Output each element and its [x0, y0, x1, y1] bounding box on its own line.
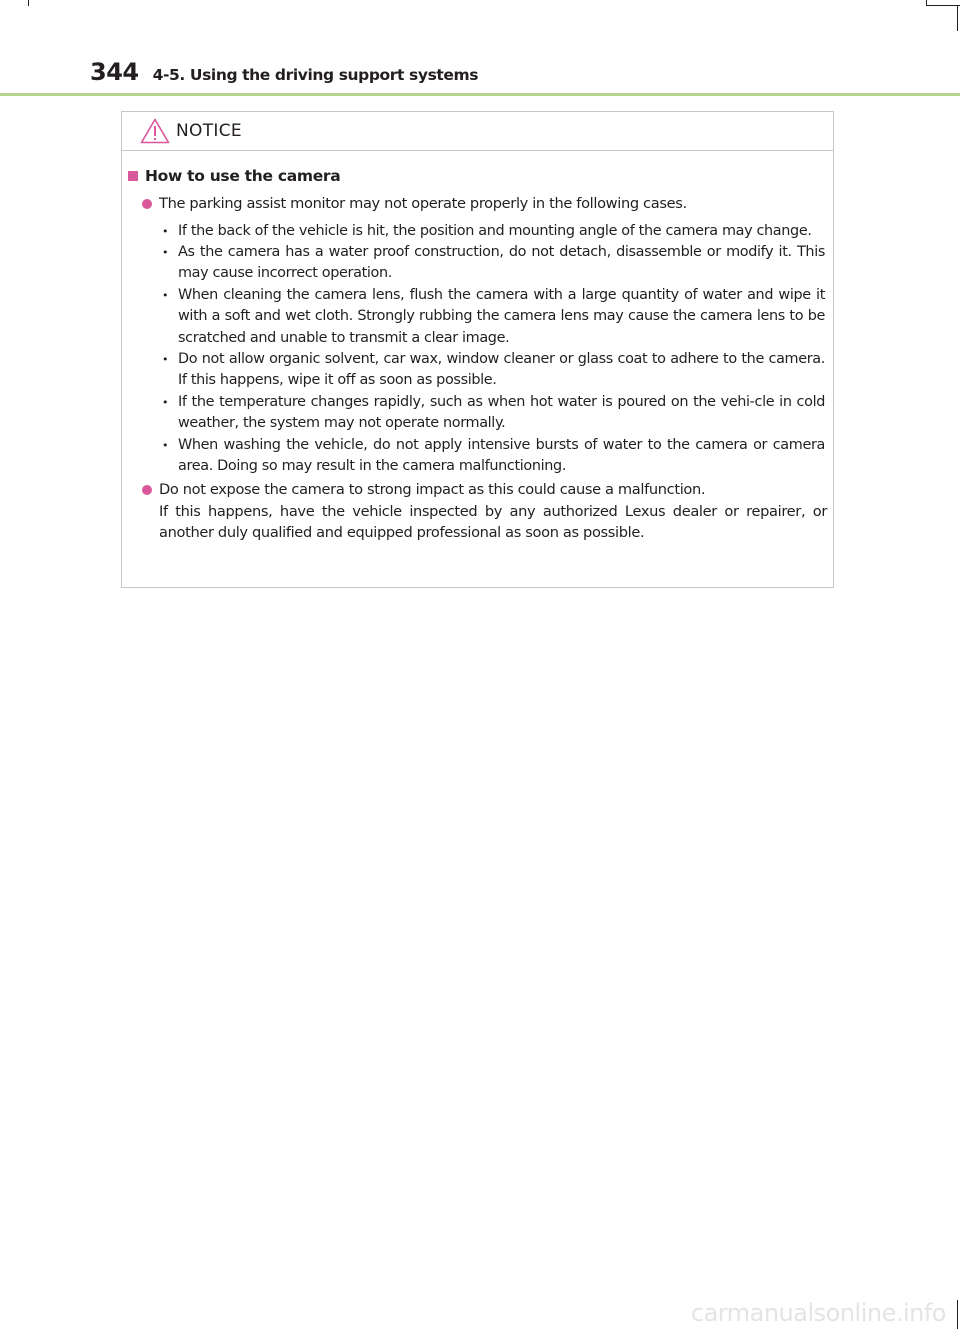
sub-bullet-item: • When cleaning the camera lens, flush the camera with a large quantity of water and wipe it with a soft and wet cloth. Strongly rubbing the camera lens may cause the camera lens to be scratched and unable to transmit a clear image. — [159, 285, 825, 349]
sub-bullet-item: • If the temperature changes rapidly, such as when hot water is poured on the vehi-cle in cold weather, the system may not operate normally. — [159, 392, 825, 435]
notice-body — [122, 151, 833, 544]
sub-bullet-list — [159, 221, 827, 478]
sub-bullet-item: • When washing the vehicle, do not apply intensive bursts of water to the camera or camera area. Doing so may result in the camera malfunctioning. — [159, 435, 825, 478]
item-text: The parking assist monitor may not operate properly in the following cases. — [159, 195, 687, 212]
page-number: 344 — [90, 58, 139, 86]
item-text: Do not expose the camera to strong impact as this could cause a malfunction. — [159, 481, 706, 499]
sub-bullet-item: • If the back of the vehicle is hit, the position and mounting angle of the camera may change. — [159, 221, 825, 242]
notice-title: NOTICE — [176, 121, 242, 141]
circle-bullet-icon — [142, 199, 152, 209]
subheading-text: How to use the camera — [145, 167, 341, 185]
square-bullet-icon — [128, 171, 138, 181]
warning-triangle-icon — [140, 118, 170, 144]
sub-bullet-item: • Do not allow organic solvent, car wax, window cleaner or glass coat to adhere to the camera. If this happens, wipe it off as soon as possible. — [159, 349, 825, 392]
list-item — [142, 193, 827, 477]
crop-mark-top-right-h — [926, 5, 960, 6]
circle-bullet-icon — [142, 485, 152, 495]
list-item — [142, 479, 827, 544]
crop-mark-top-left-v — [28, 0, 29, 6]
sub-bullet-item: • As the camera has a water proof construction, do not detach, disassemble or modify it. This may cause incorrect operation. — [159, 242, 825, 285]
header-rule — [0, 93, 960, 96]
watermark: carmanualsonline.info — [690, 1299, 946, 1327]
page-header — [90, 58, 478, 90]
crop-mark-bottom-right-v — [957, 1300, 958, 1329]
notice-header — [122, 112, 833, 151]
notice-box — [121, 111, 834, 588]
crop-mark-right-edge-v — [957, 5, 958, 31]
notice-subheading — [128, 167, 827, 185]
section-title: 4-5. Using the driving support systems — [152, 66, 479, 84]
item-text-continued: If this happens, have the vehicle inspected by any authorized Lexus dealer or repairer, or another duly qualified and equipped professional as soon as possible. — [159, 502, 827, 542]
